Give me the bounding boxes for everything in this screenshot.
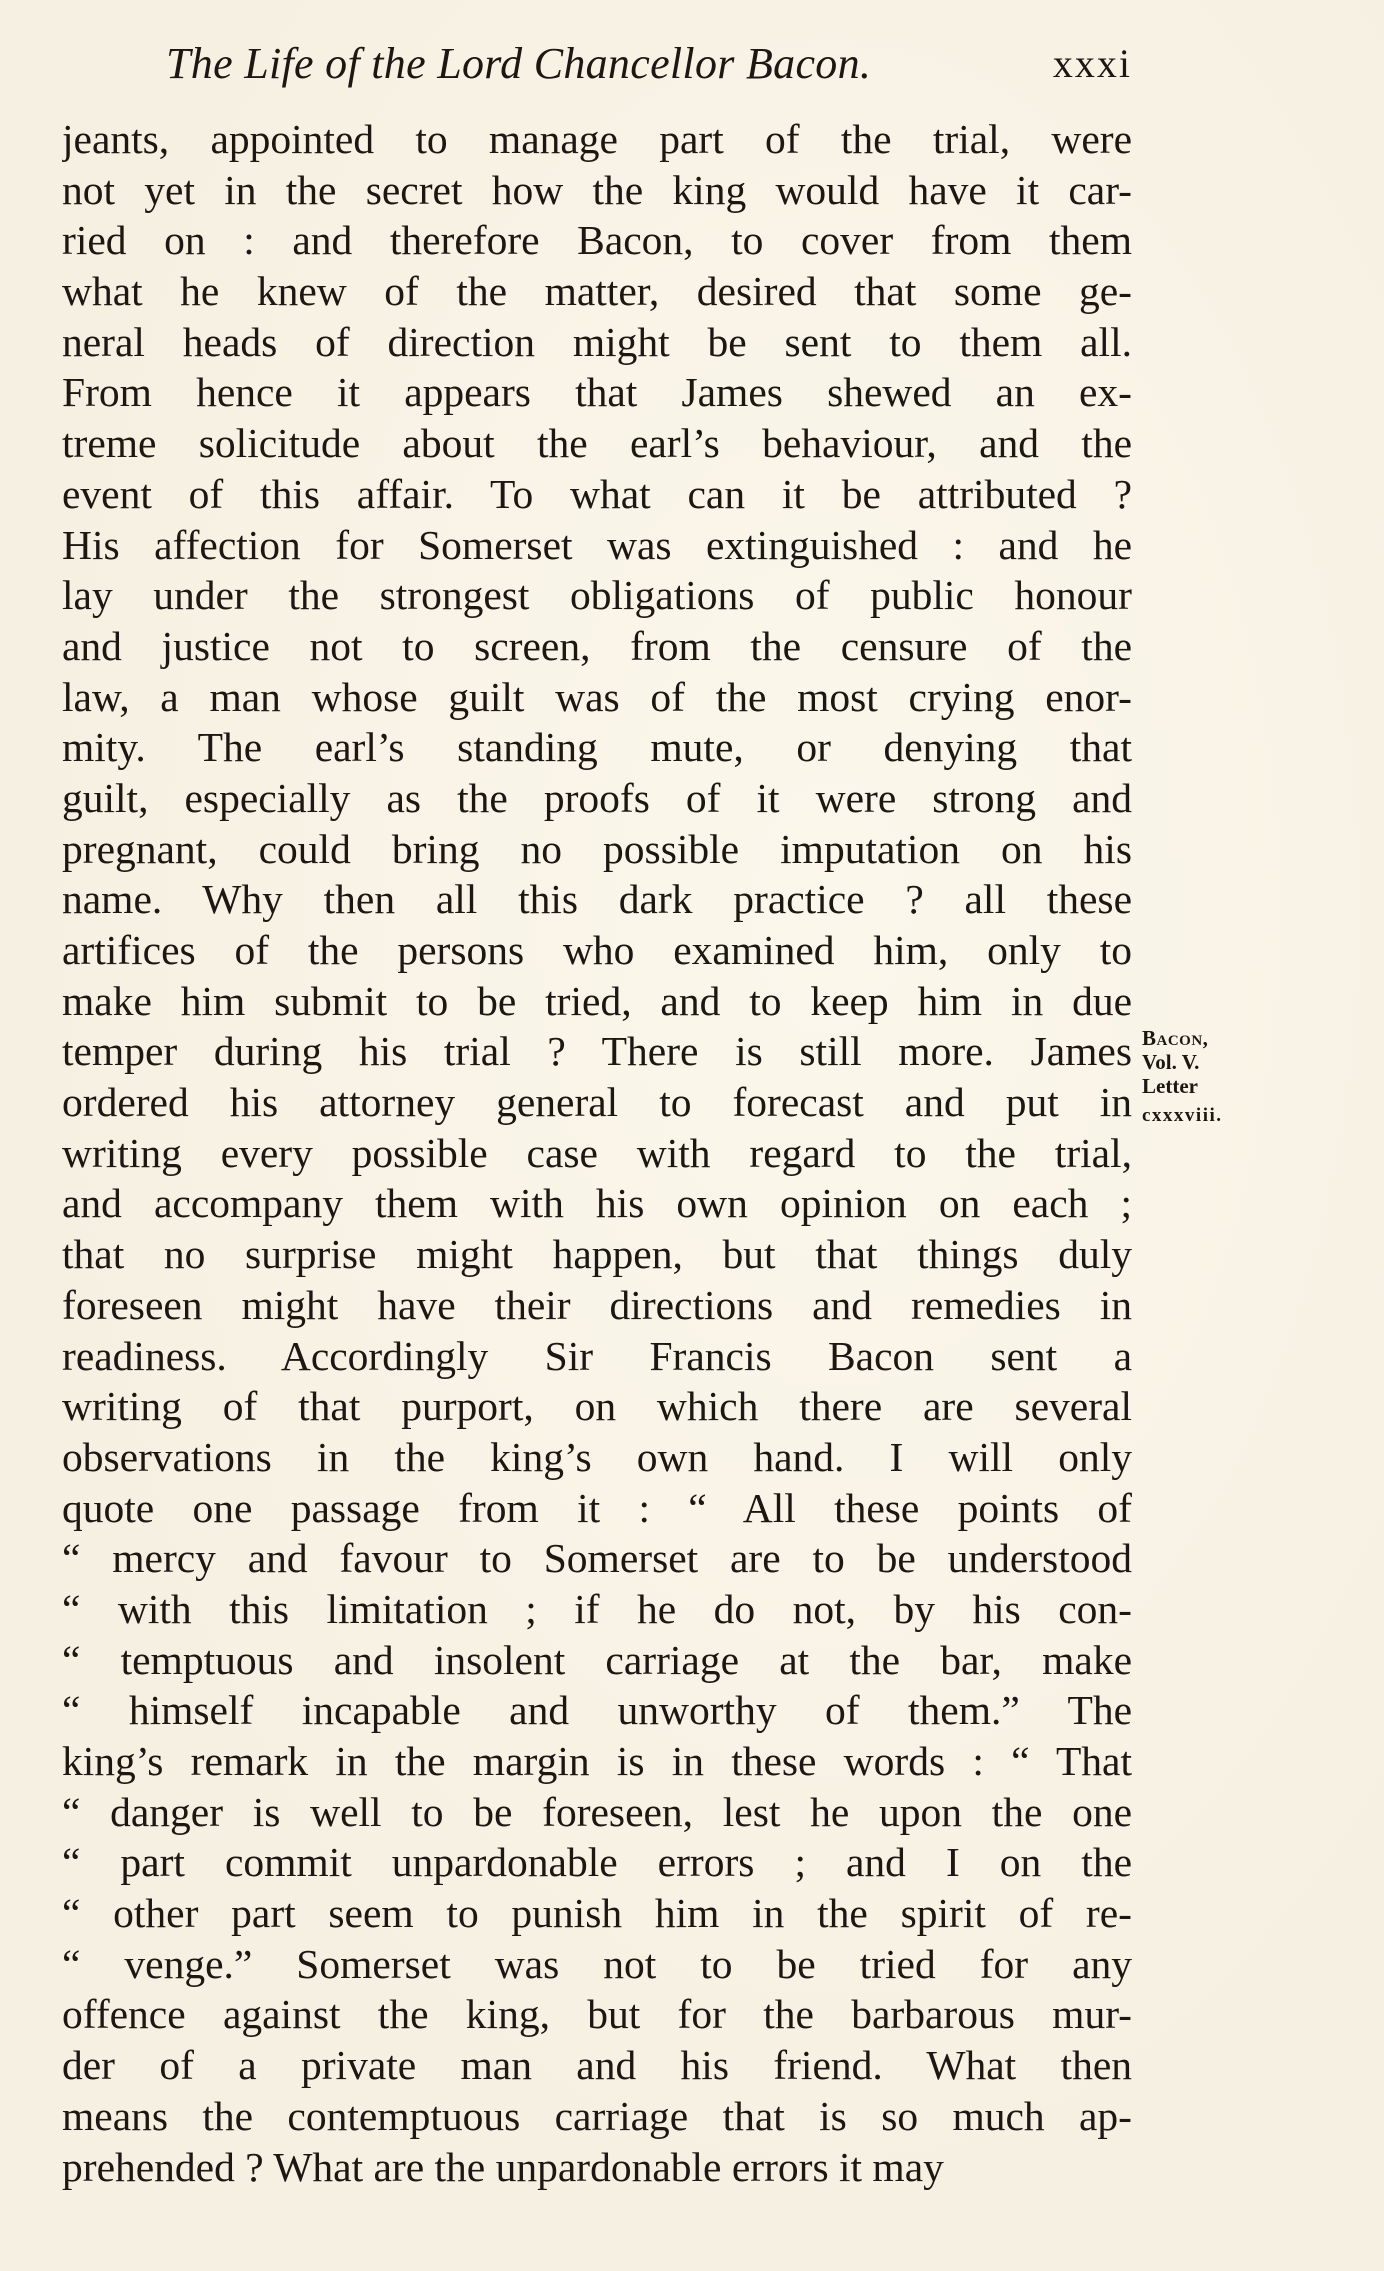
text-line: writing of that purport, on which there are several <box>62 1383 1132 1430</box>
text-line: name. Why then all this dark practice ? all these <box>62 876 1132 923</box>
margin-note-letter-number: cxxxviii. <box>1142 1105 1223 1126</box>
text-line: and justice not to screen, from the censure of the <box>62 622 1132 669</box>
text-line: ried on : and therefore Bacon, to cover from them <box>62 217 1132 264</box>
text-line: “ with this limitation ; if he do not, by his con- <box>62 1585 1132 1632</box>
text-line: what he knew of the matter, desired that some ge- <box>62 268 1132 315</box>
body-text <box>62 114 1132 2192</box>
text-line: From hence it appears that James shewed an ex- <box>62 369 1132 416</box>
margin-note-letter-label: Letter <box>1142 1074 1198 1098</box>
page-number: xxxi <box>1052 41 1132 86</box>
text-line: that no surprise might happen, but that things duly <box>62 1231 1132 1278</box>
text-line: His affection for Somerset was extinguished : and he <box>62 521 1132 568</box>
text-line: not yet in the secret how the king would have it car- <box>62 166 1132 213</box>
text-line: lay under the strongest obligations of public honour <box>62 572 1132 619</box>
text-line: “ danger is well to be foreseen, lest he upon the one <box>62 1788 1132 1835</box>
text-line: foreseen might have their directions and remedies in <box>62 1281 1132 1328</box>
text-line: offence against the king, but for the barbarous mur- <box>62 1991 1132 2038</box>
text-line: neral heads of direction might be sent to them all. <box>62 318 1132 365</box>
text-line: prehended ? What are the unpardonable errors it may <box>62 2143 944 2190</box>
text-line: “ other part seem to punish him in the spirit of re- <box>62 1890 1132 1937</box>
text-line: means the contemptuous carriage that is so much ap- <box>62 2092 1132 2139</box>
text-line: readiness. Accordingly Sir Francis Bacon sent a <box>62 1332 1132 1379</box>
text-line: “ part commit unpardonable errors ; and I on the <box>62 1839 1132 1886</box>
text-line: mity. The earl’s standing mute, or denying that <box>62 724 1132 771</box>
text-line: “ temptuous and insolent carriage at the bar, make <box>62 1636 1132 1683</box>
text-line: observations in the king’s own hand. I will only <box>62 1433 1132 1480</box>
margin-note <box>1142 1026 1282 1128</box>
text-line: and accompany them with his own opinion on each ; <box>62 1180 1132 1227</box>
text-line: writing every possible case with regard to the trial, <box>62 1129 1132 1176</box>
text-line: quote one passage from it : “ All these points of <box>62 1484 1132 1531</box>
page-header <box>166 34 1132 94</box>
running-title: The Life of the Lord Chancellor Bacon. <box>166 39 872 88</box>
text-line: guilt, especially as the proofs of it were strong and <box>62 774 1132 821</box>
text-line: make him submit to be tried, and to keep him in due <box>62 977 1132 1024</box>
text-line: king’s remark in the margin is in these words : “ That <box>62 1738 1132 1784</box>
text-line: ordered his attorney general to forecast and put in <box>62 1079 1132 1126</box>
text-line: temper during his trial ? There is still more. James <box>62 1028 1132 1075</box>
text-line: “ mercy and favour to Somerset are to be understood <box>62 1535 1132 1582</box>
text-line: “ venge.” Somerset was not to be tried for any <box>62 1940 1132 1987</box>
text-line: law, a man whose guilt was of the most crying enor- <box>62 673 1132 720</box>
text-line: der of a private man and his friend. What then <box>62 2042 1132 2089</box>
text-line: event of this affair. To what can it be attributed ? <box>62 470 1132 517</box>
text-line: artifices of the persons who examined him, only to <box>62 927 1132 973</box>
text-line: “ himself incapable and unworthy of them.” The <box>62 1687 1132 1734</box>
margin-note-volume: Vol. V. <box>1142 1050 1200 1074</box>
text-line: jeants, appointed to manage part of the trial, were <box>62 116 1132 162</box>
text-line: pregnant, could bring no possible imputation on his <box>62 825 1132 872</box>
margin-note-source: Bacon, <box>1142 1026 1209 1050</box>
text-line: treme solicitude about the earl’s behaviour, and the <box>62 420 1132 467</box>
